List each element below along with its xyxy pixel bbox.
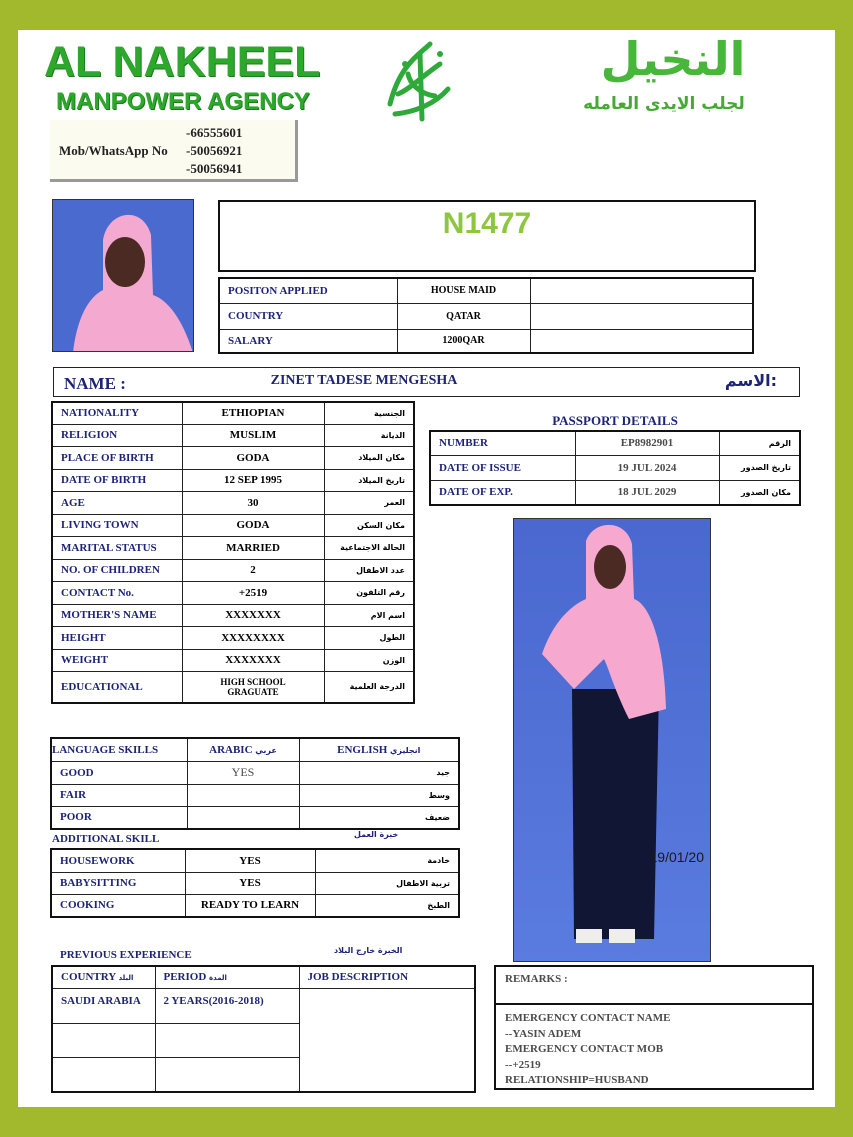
col-period-label: PERIOD — [163, 971, 207, 984]
ref-code: N1477 — [442, 207, 532, 240]
col-period-ar: المدة — [209, 974, 227, 983]
personal-row — [52, 514, 414, 536]
personal-value: 30 — [182, 491, 324, 514]
english-label: ENGLISH — [337, 743, 388, 756]
arabic-level-value — [187, 806, 299, 829]
english-header — [299, 738, 459, 761]
personal-value: XXXXXXXX — [182, 626, 324, 649]
personal-value: XXXXXXX — [182, 604, 324, 626]
position-row — [219, 278, 753, 303]
experience-country — [52, 1057, 155, 1092]
full-name: ZINET TADESE MENGESHA — [270, 373, 458, 388]
col-period — [155, 966, 299, 988]
passport-row — [430, 455, 800, 480]
personal-value: MARRIED — [182, 536, 324, 559]
passport-number-value: EP8982901 — [575, 431, 719, 455]
skill-row — [51, 872, 459, 894]
personal-label-ar: اسم الام — [324, 604, 414, 626]
passport-issue-label: DATE OF ISSUE — [430, 455, 575, 480]
arabic-label: ARABIC — [209, 743, 253, 756]
experience-country — [52, 1023, 155, 1057]
personal-row — [52, 446, 414, 469]
personal-label-ar: الجنسية — [324, 402, 414, 424]
language-level-ar: جيد — [299, 761, 459, 784]
arabic-header — [187, 738, 299, 761]
phone-1: -66555601 — [186, 125, 243, 140]
personal-value: XXXXXXX — [182, 649, 324, 671]
phone-2: -50056921 — [186, 143, 243, 158]
personal-label-ar: تاريخ الميلاد — [324, 469, 414, 491]
skill-row — [51, 849, 459, 872]
personal-label: HEIGHT — [52, 626, 182, 649]
agency-subtitle: MANPOWER AGENCY — [56, 88, 310, 115]
personal-label: RELIGION — [52, 424, 182, 446]
name-bar — [53, 367, 800, 397]
language-header: LANGUAGE SKILLS — [51, 738, 187, 761]
language-row — [51, 806, 459, 829]
personal-row — [52, 402, 414, 424]
position-row — [219, 329, 753, 353]
calligraphy-logo — [380, 34, 458, 126]
remarks-header — [496, 967, 812, 1005]
col-job: JOB DESCRIPTION — [299, 966, 475, 988]
personal-details-table — [51, 401, 415, 704]
position-row — [219, 303, 753, 329]
position-label: POSITON APPLIED — [219, 278, 397, 303]
portrait-photo — [52, 199, 194, 352]
personal-row — [52, 536, 414, 559]
contact-label: Mob/WhatsApp No — [59, 143, 168, 158]
personal-label-ar: العمر — [324, 491, 414, 514]
personal-label-ar: الحالة الاجتماعية — [324, 536, 414, 559]
personal-label: DATE OF BIRTH — [52, 469, 182, 491]
passport-row — [430, 480, 800, 505]
ref-code-box — [218, 200, 756, 272]
personal-label: AGE — [52, 491, 182, 514]
name-label: NAME : — [64, 374, 126, 393]
agency-name: AL NAKHEEL — [44, 38, 321, 86]
position-blank — [530, 329, 753, 353]
passport-expiry-value: 18 JUL 2029 — [575, 480, 719, 505]
personal-label: CONTACT No. — [52, 581, 182, 604]
personal-value: 12 SEP 1995 — [182, 469, 324, 491]
country-label: COUNTRY — [219, 303, 397, 329]
personal-label: MOTHER'S NAME — [52, 604, 182, 626]
language-row — [51, 761, 459, 784]
personal-row — [52, 604, 414, 626]
skill-value: YES — [185, 872, 315, 894]
language-level-ar: وسط — [299, 784, 459, 806]
personal-row — [52, 626, 414, 649]
personal-label: MARITAL STATUS — [52, 536, 182, 559]
arabic-agency-name: النخيل — [600, 32, 746, 86]
salary-value: 1200QAR — [397, 329, 530, 353]
language-header-row — [51, 738, 459, 761]
col-country-ar: البلد — [118, 974, 134, 983]
language-row — [51, 784, 459, 806]
personal-label: PLACE OF BIRTH — [52, 446, 182, 469]
additional-skill-title-ar: خبرة العمل — [354, 830, 399, 839]
personal-label-ar: الطول — [324, 626, 414, 649]
job-description-cell — [299, 988, 475, 1092]
personal-label-ar: عدد الاطفال — [324, 559, 414, 581]
language-level-ar: ضعيف — [299, 806, 459, 829]
passport-table — [429, 430, 801, 506]
personal-label-ar: مكان السكن — [324, 514, 414, 536]
phone-3: -50056941 — [186, 161, 243, 176]
personal-label-ar: الوزن — [324, 649, 414, 671]
remarks-line: RELATIONSHIP=HUSBAND — [505, 1074, 649, 1086]
personal-row — [52, 469, 414, 491]
col-country — [52, 966, 155, 988]
personal-value: +2519 — [182, 581, 324, 604]
remarks-content — [505, 1011, 670, 1089]
personal-row — [52, 491, 414, 514]
personal-row — [52, 671, 414, 703]
passport-number-label: NUMBER — [430, 431, 575, 455]
country-value: QATAR — [397, 303, 530, 329]
salary-label: SALARY — [219, 329, 397, 353]
photo-date-stamp: 19/01/20 — [649, 849, 704, 865]
personal-label-ar: مكان الميلاد — [324, 446, 414, 469]
personal-label: NATIONALITY — [52, 402, 182, 424]
experience-period — [155, 1057, 299, 1092]
passport-expiry-ar: مكان الصدور — [719, 480, 800, 505]
personal-row — [52, 559, 414, 581]
language-level: GOOD — [51, 761, 187, 784]
passport-title: PASSPORT DETAILS — [552, 413, 678, 428]
additional-skill-title: ADDITIONAL SKILL — [52, 833, 160, 845]
skill-label-ar: خادمة — [315, 849, 459, 872]
col-country-label: COUNTRY — [61, 971, 116, 984]
position-blank — [530, 278, 753, 303]
personal-value: MUSLIM — [182, 424, 324, 446]
remarks-line: --+2519 — [505, 1058, 541, 1071]
skill-label-ar: الطبخ — [315, 894, 459, 917]
remarks-label: REMARKS : — [505, 973, 568, 985]
experience-table — [51, 965, 476, 1093]
position-table — [218, 277, 754, 354]
personal-label: EDUCATIONAL — [52, 671, 182, 703]
personal-label-ar: رقم التلفون — [324, 581, 414, 604]
remarks-line: EMERGENCY CONTACT MOB — [505, 1043, 664, 1055]
personal-label-ar: الدرجة العلمية — [324, 671, 414, 703]
cv-page — [18, 30, 835, 1107]
skill-row — [51, 894, 459, 917]
personal-row — [52, 581, 414, 604]
skill-label: HOUSEWORK — [51, 849, 185, 872]
experience-country: SAUDI ARABIA — [52, 988, 155, 1023]
remarks-line: EMERGENCY CONTACT NAME — [505, 1012, 671, 1024]
passport-number-ar: الرقم — [719, 431, 800, 455]
passport-expiry-label: DATE OF EXP. — [430, 480, 575, 505]
experience-header-row — [52, 966, 475, 988]
english-label-ar: انجليزي — [390, 745, 421, 755]
skill-label-ar: تربية الاطفال — [315, 872, 459, 894]
position-value: HOUSE MAID — [397, 278, 530, 303]
experience-period: 2 YEARS(2016-2018) — [155, 988, 299, 1023]
personal-value: ETHIOPIAN — [182, 402, 324, 424]
experience-title: PREVIOUS EXPERIENCE — [60, 949, 192, 961]
experience-title-ar: الخبرة خارج البلاد — [334, 946, 403, 955]
personal-label: NO. OF CHILDREN — [52, 559, 182, 581]
additional-skill-table — [50, 848, 460, 918]
skill-value: YES — [185, 849, 315, 872]
personal-label: WEIGHT — [52, 649, 182, 671]
experience-period — [155, 1023, 299, 1057]
arabic-level-value: YES — [187, 761, 299, 784]
language-level: FAIR — [51, 784, 187, 806]
personal-value: 2 — [182, 559, 324, 581]
skill-label: BABYSITTING — [51, 872, 185, 894]
personal-label-ar: الديانة — [324, 424, 414, 446]
language-skills-table — [50, 737, 460, 830]
full-body-photo — [513, 518, 711, 962]
skill-label: COOKING — [51, 894, 185, 917]
remarks-box — [494, 965, 814, 1090]
personal-row — [52, 649, 414, 671]
name-label-arabic: الاسم: — [724, 371, 777, 390]
remarks-line: --YASIN ADEM — [505, 1027, 582, 1040]
language-level: POOR — [51, 806, 187, 829]
personal-row — [52, 424, 414, 446]
personal-value: GODA — [182, 446, 324, 469]
personal-label: LIVING TOWN — [52, 514, 182, 536]
skill-value: READY TO LEARN — [185, 894, 315, 917]
contact-box — [50, 120, 298, 182]
arabic-level-value — [187, 784, 299, 806]
passport-issue-value: 19 JUL 2024 — [575, 455, 719, 480]
passport-issue-ar: تاريخ الصدور — [719, 455, 800, 480]
arabic-label-ar: عربي — [255, 745, 277, 755]
personal-value: HIGH SCHOOL GRAGUATE — [182, 671, 324, 703]
position-blank — [530, 303, 753, 329]
passport-row — [430, 431, 800, 455]
arabic-tagline: لجلب الايدى العامله — [583, 94, 745, 114]
experience-row — [52, 988, 475, 1023]
personal-value: GODA — [182, 514, 324, 536]
